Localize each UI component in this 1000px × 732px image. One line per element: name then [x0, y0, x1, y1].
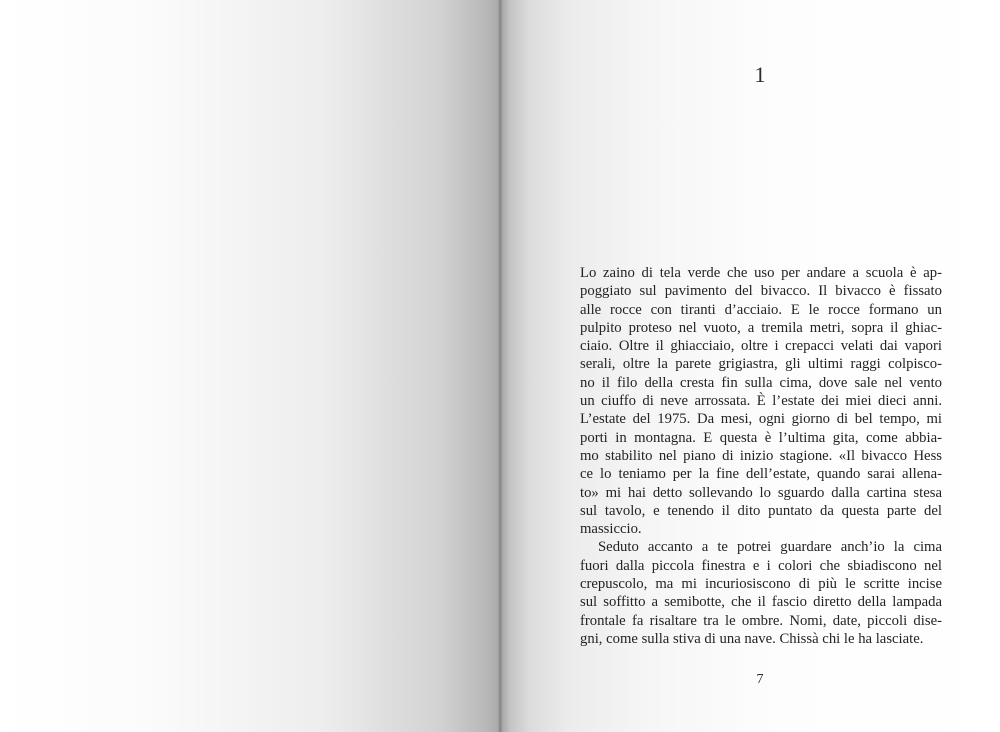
text-line: serali, oltre la parete grigiastra, gli ultimi raggi colpisco-: [580, 356, 942, 373]
text-line: no il filo della cresta fin sulla cima, dove sale nel vento: [580, 374, 942, 391]
text-line: to» mi hai detto sollevando lo sguardo dalla cartina stesa: [580, 484, 942, 501]
text-line: frontale fa risaltare tra le ombre. Nomi, date, piccoli dise-: [580, 612, 942, 629]
text-line: pulpito proteso nel vuoto, a tremila metri, sopra il ghiac-: [580, 319, 942, 336]
text-line: poggiato sul pavimento del bivacco. Il bivacco è fissato: [580, 283, 942, 300]
text-line: Lo zaino di tela verde che uso per andare a scuola è ap-: [580, 265, 942, 281]
text-line: L’estate del 1975. Da mesi, ogni giorno di bel tempo, mi: [580, 411, 942, 428]
text-line: Seduto accanto a te potrei guardare anch’io la cima: [598, 539, 942, 556]
text-line: alle rocce con tiranti d’acciaio. E le rocce formano un: [580, 301, 942, 318]
text-line: ciaio. Oltre il ghiacciaio, oltre i crepacci velati dai vapori: [580, 338, 942, 355]
text-line: sul soffitto a semibotte, che il fascio diretto della lampada: [580, 594, 942, 611]
text-line: mo stabilito nel piano di inizio stagione. «Il bivacco Hess: [580, 447, 942, 464]
text-line: fuori dalla piccola finestra e i colori che sbiadiscono nel: [580, 557, 942, 574]
chapter-number: 1: [754, 62, 766, 87]
chapter-body-text: [580, 264, 942, 648]
text-line: massiccio.: [580, 521, 642, 538]
text-line: un ciuffo di neve arrossata. È l’estate dei miei dieci anni.: [580, 393, 942, 410]
text-line: crepuscolo, ma mi incuriosiscono di più le scritte incise: [580, 576, 942, 593]
text-line: ce lo teniamo per la fine dell’estate, quando sarai allena-: [580, 466, 942, 483]
text-line: sul tavolo, e tenendo il dito puntato da questa parte del: [580, 502, 942, 519]
book-gutter: [498, 0, 502, 732]
text-line: porti in montagna. E questa è l’ultima gita, come abbia-: [580, 429, 942, 446]
text-line: gni, come sulla stiva di una nave. Chissà chi le ha lasciate.: [580, 630, 924, 647]
page-number: 7: [756, 672, 764, 687]
